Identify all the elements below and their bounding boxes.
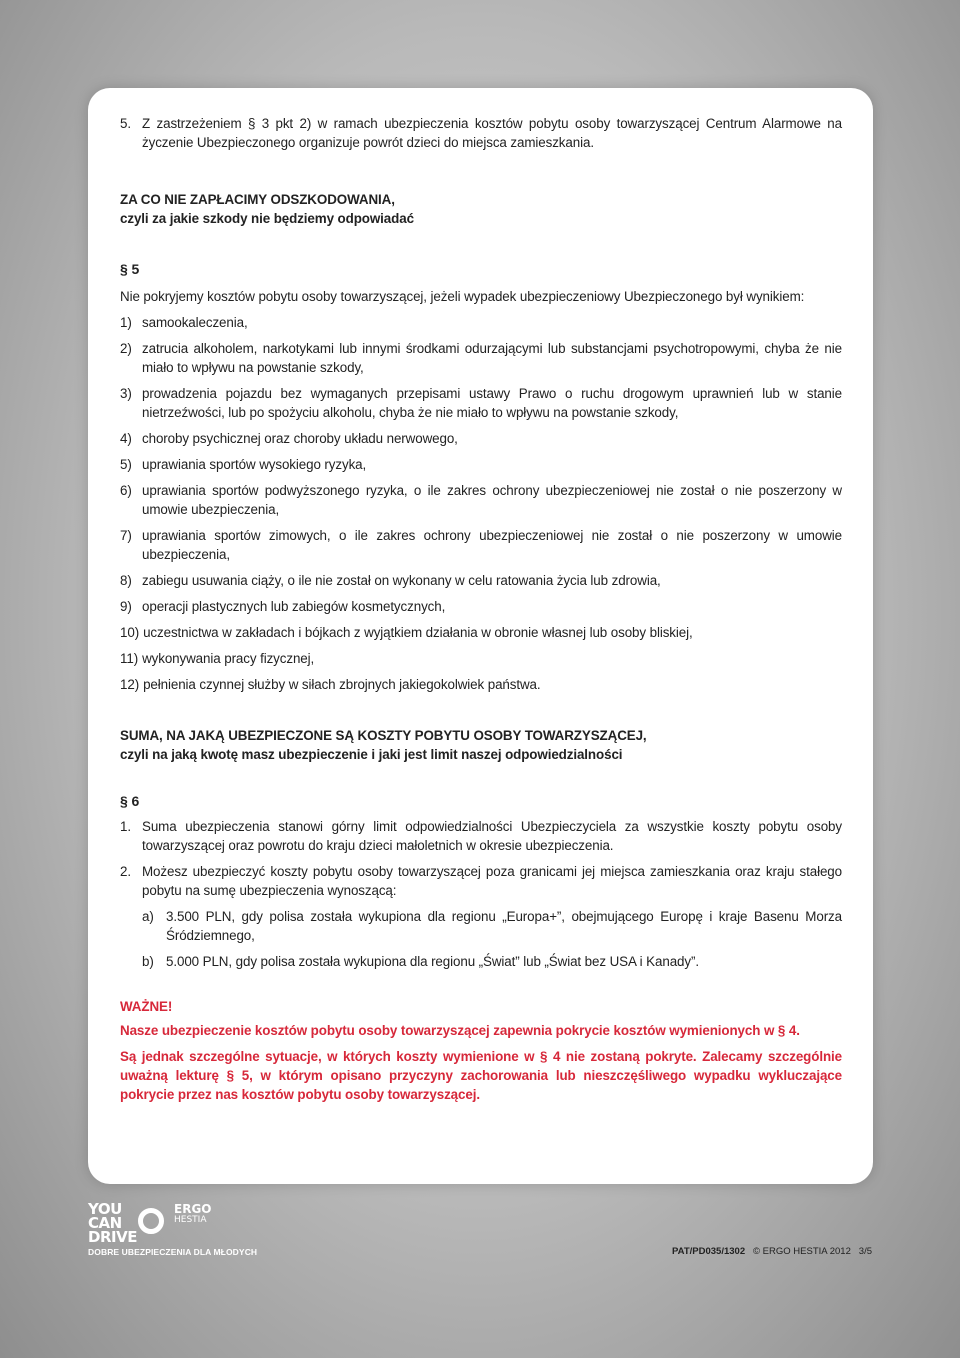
item-number: 5)	[120, 457, 132, 472]
logo-hestia-text: HESTIA	[174, 1215, 207, 1225]
item-text: choroby psychicznej oraz choroby układu nerwowego,	[142, 431, 458, 446]
logo-drive-text: DRIVE	[88, 1228, 137, 1246]
item-number: 8)	[120, 573, 132, 588]
logo-can-text: CAN	[88, 1214, 122, 1232]
list-item	[120, 339, 842, 377]
list-item	[120, 313, 842, 332]
item-number: 5.	[120, 116, 131, 131]
sub-list-item	[142, 952, 842, 971]
item-text: operacji plastycznych lub zabiegów kosmetycznych,	[142, 599, 446, 614]
paragraph-number-5: § 5	[120, 261, 140, 277]
item-text: samookaleczenia,	[142, 315, 248, 330]
copyright: © ERGO HESTIA 2012	[753, 1246, 851, 1257]
list-item	[120, 597, 842, 616]
item-text: wykonywania pracy fizycznej,	[142, 651, 315, 666]
item-text: uczestnictwa w zakładach i bójkach z wyjątkiem działania w obronie własnej lub osoby bliskiej,	[143, 625, 693, 640]
footer-info	[672, 1246, 872, 1257]
item-number: 9)	[120, 599, 132, 614]
item-number: 4)	[120, 431, 132, 446]
list-item	[120, 455, 842, 474]
item-text: uprawiania sportów zimowych, o ile zakres ochrony ubezpieczeniowej nie został o nie poszerzony w umowie ubezpieczenia,	[142, 528, 842, 562]
logo-wordmark	[88, 1202, 137, 1244]
important-line-2: Są jednak szczególne sytuacje, w których koszty wymienione w § 4 nie zostaną pokryte. Zalecamy szczególnie uważną lekturę § 5, w którym opisano przyczyny zachorowania lub nieszczęśliwego wypadku wykluczające pokrycie przez nas kosztów pobytu osoby towarzyszącej.	[120, 1049, 842, 1102]
list-item	[120, 649, 842, 668]
item-number: 7)	[120, 528, 132, 543]
item-text: zabiegu usuwania ciąży, o ile nie został on wykonany w celu ratowania życia lub zdrowia,	[142, 573, 661, 588]
logo-ergo-text: ERGO	[174, 1202, 212, 1216]
item-text: pełnienia czynnej służby w siłach zbrojnych jakiegokolwiek państwa.	[143, 677, 541, 692]
item-text: uprawiania sportów podwyższonego ryzyka, o ile zakres ochrony ubezpieczeniowej nie został o nie poszerzony w umowie ubezpieczenia,	[142, 483, 842, 517]
list-item	[120, 862, 842, 900]
sum-subheading: czyli na jaką kwotę masz ubezpieczenie i jaki jest limit naszej odpowiedzialności	[120, 747, 623, 762]
item-number: b)	[142, 954, 154, 969]
document-content	[120, 114, 842, 1104]
item-text: Suma ubezpieczenia stanowi górny limit odpowiedzialności Ubezpieczyciela za wszystkie koszty pobytu osoby towarzyszącej oraz powrotu do kraju dzieci małoletnich w okresie ubezpieczenia.	[142, 819, 842, 853]
list-item	[120, 526, 842, 564]
item-text: prowadzenia pojazdu bez wymaganych przepisami ustawy Prawo o ruchu drogowym uprawnień lub w stanie nietrzeźwości, lub po spożyciu alkoholu, chyba że nie miało to wpływu na powstanie szkody,	[142, 386, 842, 420]
list-item	[120, 481, 842, 519]
list-item	[120, 623, 842, 642]
item-number: 2.	[120, 864, 131, 879]
item-number: 11)	[120, 651, 139, 666]
exclusions-subheading: czyli za jakie szkody nie będziemy odpowiadać	[120, 211, 414, 226]
footer-tagline: DOBRE UBEZPIECZENIA DLA MŁODYCH	[88, 1247, 258, 1257]
item-number: 12)	[120, 677, 140, 692]
list-item	[120, 429, 842, 448]
item-text: 3.500 PLN, gdy polisa została wykupiona dla regionu „Europa+”, obejmującego Europę i kraje Basenu Morza Śródziemnego,	[166, 909, 842, 943]
item-text: 5.000 PLN, gdy polisa została wykupiona dla regionu „Świat” lub „Świat bez USA i Kanady”.	[166, 954, 699, 969]
item-number: 10)	[120, 625, 140, 640]
sub-list-item	[142, 907, 842, 945]
important-line-1: Nasze ubezpieczenie kosztów pobytu osoby towarzyszącej zapewnia pokrycie kosztów wymienionych w § 4.	[120, 1023, 800, 1038]
paragraph-number-6: § 6	[120, 793, 140, 809]
list-item	[120, 384, 842, 422]
list-item	[120, 571, 842, 590]
item-number: 1.	[120, 819, 131, 834]
item-text: uprawiania sportów wysokiego ryzyka,	[142, 457, 367, 472]
exclusions-heading: ZA CO NIE ZAPŁACIMY ODSZKODOWANIA,	[120, 192, 395, 207]
item-number: 3)	[120, 386, 132, 401]
top-list-item	[120, 114, 842, 152]
logo-ring-icon	[138, 1208, 164, 1234]
item-number: 1)	[120, 315, 132, 330]
item-number: 2)	[120, 341, 132, 356]
list-item	[120, 817, 842, 855]
list-item	[120, 675, 842, 694]
item-number: 6)	[120, 483, 132, 498]
exclusions-intro: Nie pokryjemy kosztów pobytu osoby towarzyszącej, jeżeli wypadek ubezpieczeniowy Ubezpieczonego był wynikiem:	[120, 289, 805, 304]
item-text: zatrucia alkoholem, narkotykami lub innymi środkami odurzającymi lub substancjami psychotropowymi, chyba że nie miało to wpływu na powstanie szkody,	[142, 341, 842, 375]
item-number: a)	[142, 909, 154, 924]
logo-you-text: YOU	[88, 1200, 122, 1218]
sum-heading: SUMA, NA JAKĄ UBEZPIECZONE SĄ KOSZTY POBYTU OSOBY TOWARZYSZĄCEJ,	[120, 728, 647, 743]
item-text: Możesz ubezpieczyć koszty pobytu osoby towarzyszącej poza granicami jej miejsca zamieszkania oraz kraju stałego pobytu na sumę ubezpieczenia wynoszącą:	[142, 864, 842, 898]
page-number: 3/5	[858, 1246, 872, 1257]
doc-code: PAT/PD035/1302	[672, 1246, 746, 1257]
item-text: Z zastrzeżeniem § 3 pkt 2) w ramach ubezpieczenia kosztów pobytu osoby towarzyszącej Centrum Alarmowe na życzenie Ubezpieczonego organizuje powrót dzieci do miejsca zamieszkania.	[142, 116, 842, 150]
important-label: WAŻNE!	[120, 999, 173, 1014]
exclusions-list	[120, 313, 842, 694]
